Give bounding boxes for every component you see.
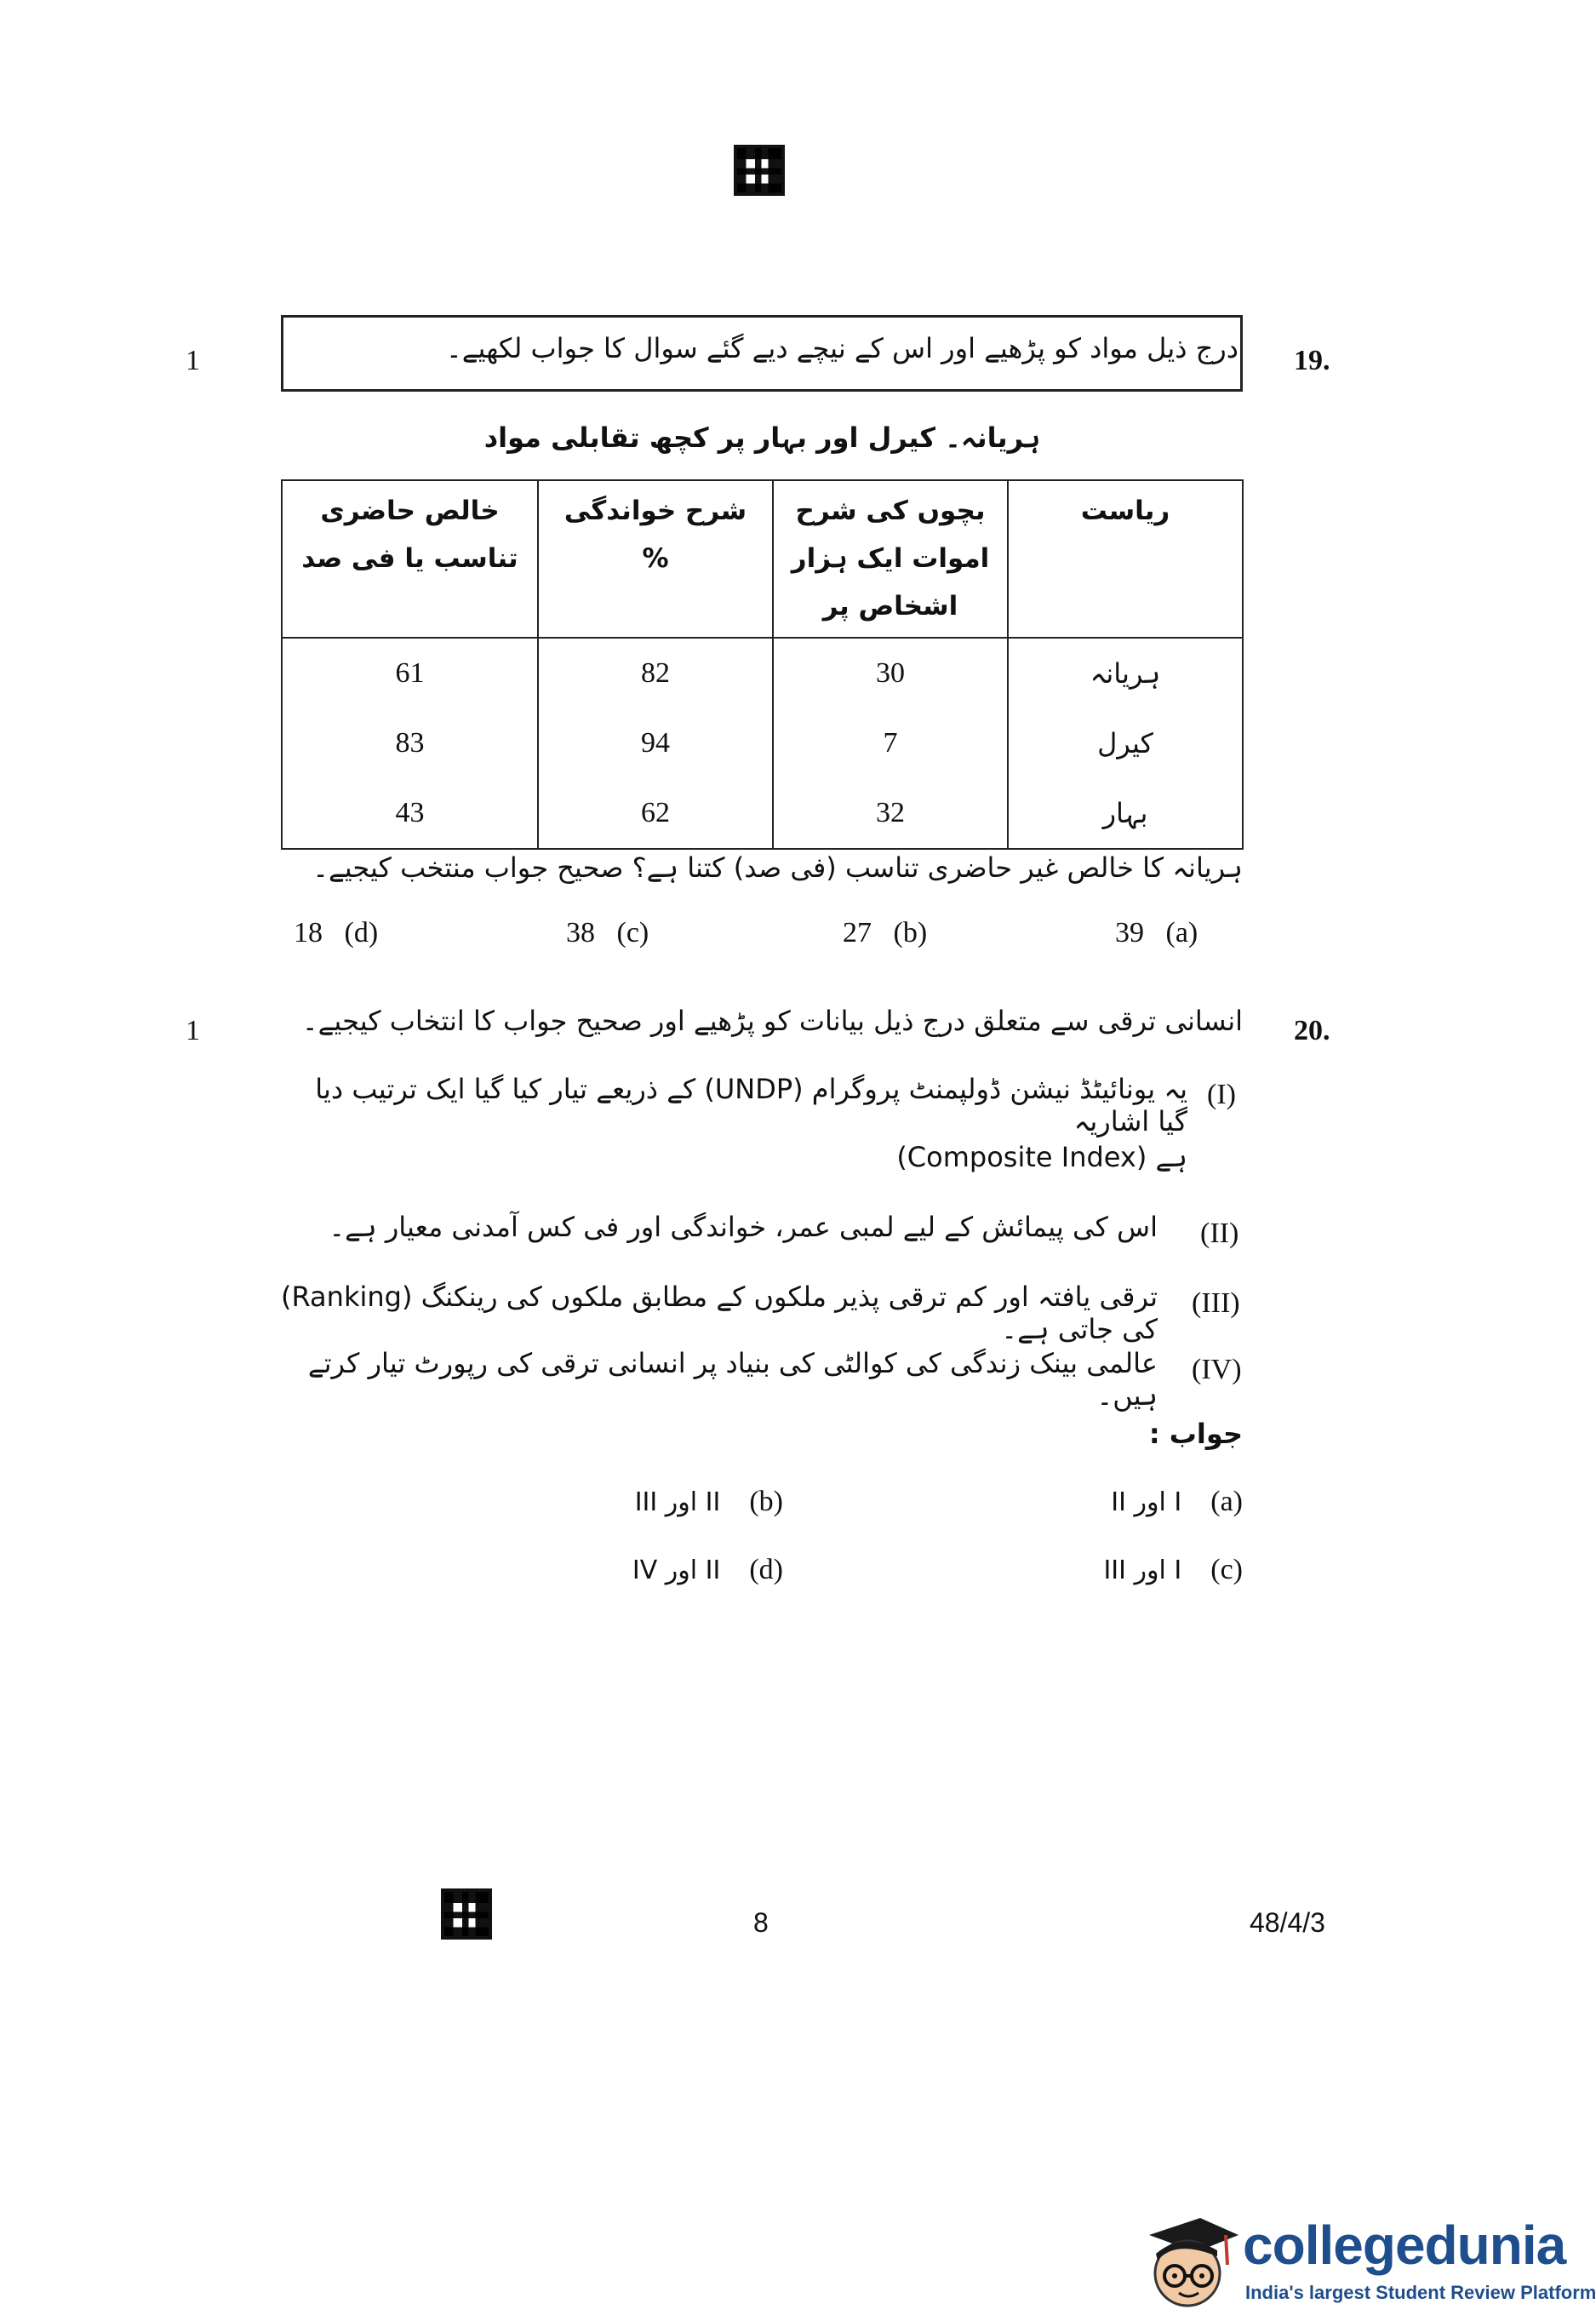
option-text: 39 [1115,917,1144,948]
option-label: (a) [1165,917,1198,948]
state-cell: بہار [1008,778,1243,849]
table-row [282,638,1243,708]
qr-code-footer-icon [441,1888,492,1940]
page-number: 8 [753,1907,769,1938]
q19-marks: 1 [186,345,200,376]
statement-label: (I) [1207,1079,1236,1110]
table-row [282,708,1243,778]
statement-text: یہ یونائیٹڈ نیشن ڈولپمنٹ پروگرام (UNDP) کے ذریعے تیار کیا گیا ایک ترتیب دیا گیا اشاریہ [315,1073,1187,1138]
q19-table-title: ہریانہ۔ کیرل اور بہار پر کچھ تقابلی مواد [483,421,1041,454]
literacy-cell: 94 [538,708,773,778]
q19-option-d [294,917,378,949]
header-state: ریاست [1008,480,1243,638]
imr-cell: 7 [773,708,1008,778]
statement-text: عالمی بینک زندگی کی کوالٹی کی بنیاد پر انسانی ترقی کی رپورٹ تیار کرتے ہیں۔ [307,1347,1158,1412]
comparison-table [281,479,1244,850]
statement-text: اس کی پیمائش کے لیے لمبی عمر، خواندگی اور فی کس آمدنی معیار ہے۔ [329,1211,1158,1243]
q20-question: انسانی ترقی سے متعلق درج ذیل بیانات کو پڑھیے اور صحیح جواب کا انتخاب کیجیے۔ [301,1005,1243,1037]
option-label: (c) [616,917,649,948]
q19-option-a [1115,917,1198,949]
attendance-cell: 61 [282,638,538,708]
imr-cell: 30 [773,638,1008,708]
q20-option-a [1111,1486,1243,1518]
mascot-icon [1132,2201,1243,2320]
header-imr: بچوں کی شرح اموات ایک ہزار اشخاص پر [773,480,1008,638]
literacy-cell: 62 [538,778,773,849]
table-row [282,778,1243,849]
attendance-cell: 43 [282,778,538,849]
answer-label: جواب : [1148,1418,1243,1450]
q20-option-c [1103,1554,1243,1586]
q19-instruction: درج ذیل مواد کو پڑھیے اور اس کے نیچے دیے گئے سوال کا جواب لکھیے۔ [446,332,1238,364]
option-text: I اور II [1111,1487,1182,1517]
collegedunia-logo [1132,2201,1596,2320]
state-cell: ہریانہ [1008,638,1243,708]
q20-option-d [632,1554,783,1586]
state-cell: کیرل [1008,708,1243,778]
header-literacy: شرح خواندگی % [538,480,773,638]
brand-name: collegedunia [1243,2215,1566,2276]
option-text: I اور III [1103,1556,1182,1585]
option-label: (d) [344,917,379,948]
q19-option-c [566,917,649,949]
option-label: (d) [749,1554,783,1585]
option-label: (b) [893,917,928,948]
header-attendance: خالص حاضری تناسب یا فی صد [282,480,538,638]
q19-option-b [843,917,927,949]
attendance-cell: 83 [282,708,538,778]
q19-question: ہریانہ کا خالص غیر حاضری تناسب (فی صد) کتنا ہے؟ صحیح جواب منتخب کیجیے۔ [312,851,1243,884]
paper-code: 48/4/3 [1250,1907,1325,1938]
brand-tagline: India's largest Student Review Platform [1245,2282,1596,2303]
statement-text-continued: (Composite Index) ہے [896,1141,1187,1173]
option-label: (a) [1210,1486,1243,1517]
literacy-cell: 82 [538,638,773,708]
option-text: 27 [843,917,872,948]
qr-code-top-icon [734,145,785,196]
q20-number: 20. [1294,1015,1330,1046]
q19-number: 19. [1294,345,1330,376]
option-text: II اور IV [632,1556,721,1585]
q20-option-b [635,1486,783,1518]
imr-cell: 32 [773,778,1008,849]
statement-label: (III) [1192,1287,1240,1319]
option-label: (b) [749,1486,783,1517]
option-text: 18 [294,917,323,948]
option-text: II اور III [634,1487,721,1517]
option-label: (c) [1210,1554,1243,1585]
statement-label: (II) [1200,1218,1239,1249]
q20-marks: 1 [186,1015,200,1046]
statement-text: ترقی یافتہ اور کم ترقی پذیر ملکوں کے مطابق ملکوں کی رینکنگ (Ranking) کی جاتی ہے۔ [281,1281,1158,1345]
option-text: 38 [566,917,595,948]
statement-label: (IV) [1192,1354,1242,1385]
